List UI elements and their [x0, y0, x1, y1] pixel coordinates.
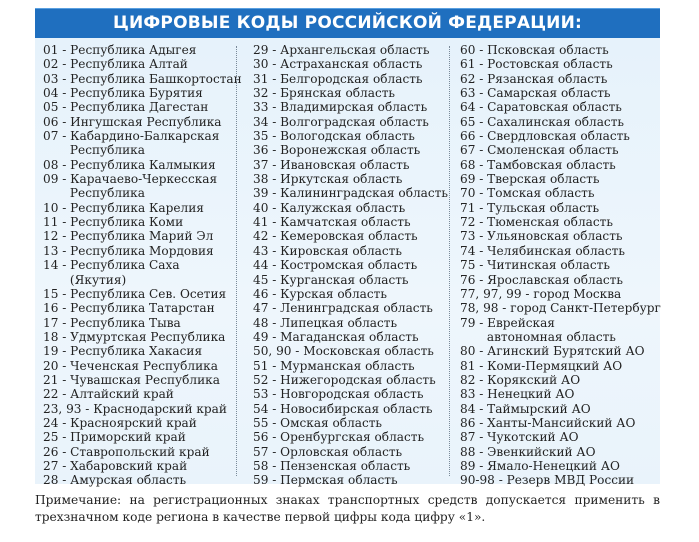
codes-column-2 — [253, 43, 453, 488]
region-code-item: 70 - Томская область — [460, 186, 595, 201]
region-code-item: 02 - Республика Алтай — [43, 57, 188, 72]
region-code-item: 26 - Ставропольский край — [43, 444, 210, 459]
region-code-item: 43 - Кировская область — [253, 243, 402, 258]
region-code-item: 16 - Республика Татарстан — [43, 301, 215, 316]
region-code-item: 48 - Липецкая область — [253, 315, 398, 330]
page-title: ЦИФРОВЫЕ КОДЫ РОССИЙСКОЙ ФЕДЕРАЦИИ: — [112, 13, 583, 33]
region-code-item: 50, 90 - Московская область — [253, 344, 434, 359]
region-code-item: 76 - Ярославская область — [460, 272, 623, 287]
region-code-item: 46 - Курская область — [253, 286, 387, 301]
region-code-item: 08 - Республика Калмыкия — [43, 157, 216, 172]
region-code-item: 01 - Республика Адыгея — [43, 43, 197, 57]
region-code-item: 37 - Ивановская область — [253, 157, 410, 172]
region-code-item: автономная область — [460, 329, 616, 344]
region-code-item: 78, 98 - город Санкт-Петербург — [460, 301, 661, 316]
region-code-item: 56 - Оренбургская область — [253, 430, 425, 445]
region-code-item: 75 - Читинская область — [460, 258, 610, 273]
region-code-item: 89 - Ямало-Ненецкий АО — [460, 458, 620, 473]
region-code-item: 63 - Самарская область — [460, 86, 611, 101]
region-code-item: 14 - Республика Саха — [43, 258, 180, 273]
region-code-item: 77, 97, 99 - город Москва — [460, 286, 622, 301]
region-code-item: 79 - Еврейская — [460, 315, 555, 330]
region-code-item: 27 - Хабаровский край — [43, 458, 188, 473]
column-divider — [449, 46, 450, 476]
region-code-item: 23, 93 - Краснодарский край — [43, 401, 227, 416]
region-code-item: 39 - Калининградская область — [253, 186, 448, 201]
region-code-item: 51 - Мурманская область — [253, 358, 415, 373]
column-divider — [236, 46, 237, 476]
region-code-item: 18 - Удмуртская Республика — [43, 329, 226, 344]
region-code-item: 84 - Таймырский АО — [460, 401, 591, 416]
region-code-item: 65 - Сахалинская область — [460, 114, 624, 129]
region-code-item: 67 - Смоленская область — [460, 143, 619, 158]
region-code-item: 15 - Республика Сев. Осетия — [43, 286, 227, 301]
region-code-item: 33 - Владимирская область — [253, 100, 428, 115]
region-code-item: 87 - Чукотский АО — [460, 430, 579, 445]
region-code-item: 57 - Орловская область — [253, 444, 403, 459]
region-code-item: 81 - Коми-Пермяцкий АО — [460, 358, 623, 373]
region-code-item: 40 - Калужская область — [253, 200, 406, 215]
region-code-item: 34 - Волгоградская область — [253, 114, 429, 129]
region-code-item: 52 - Нижегородская область — [253, 372, 436, 387]
region-code-item: 42 - Кемеровская область — [253, 229, 418, 244]
region-code-item: 90-98 - Резерв МВД России — [460, 473, 635, 488]
region-code-item: 54 - Новосибирская область — [253, 401, 433, 416]
region-code-item: 03 - Республика Башкортостан — [43, 71, 242, 86]
region-code-item: 30 - Астраханская область — [253, 57, 423, 72]
region-code-item: 04 - Республика Бурятия — [43, 86, 203, 101]
region-code-item: 41 - Камчатская область — [253, 215, 411, 230]
region-code-item: 09 - Карачаево-Черкесская — [43, 172, 218, 187]
region-code-item: 62 - Рязанская область — [460, 71, 608, 86]
region-code-item: 21 - Чувашская Республика — [43, 372, 220, 387]
region-code-item: (Якутия) — [43, 272, 127, 287]
region-code-item: 17 - Республика Тыва — [43, 315, 181, 330]
region-code-item: 69 - Тверская область — [460, 172, 600, 187]
region-code-item: 74 - Челябинская область — [460, 243, 625, 258]
region-code-item: 35 - Вологодская область — [253, 129, 415, 144]
region-code-item: 32 - Брянская область — [253, 86, 396, 101]
region-code-item: 47 - Ленинградская область — [253, 301, 433, 316]
region-code-item: 73 - Ульяновская область — [460, 229, 623, 244]
region-code-item: 72 - Тюменская область — [460, 215, 613, 230]
region-code-item: 06 - Ингушская Республика — [43, 114, 222, 129]
region-code-item: 71 - Тульская область — [460, 200, 600, 215]
region-code-item: 36 - Воронежская область — [253, 143, 421, 158]
region-code-item: 64 - Саратовская область — [460, 100, 622, 115]
region-code-item: 66 - Свердловская область — [460, 129, 630, 144]
region-code-item: 59 - Пермская область — [253, 473, 398, 488]
region-code-item: 13 - Республика Мордовия — [43, 243, 214, 258]
title-banner — [35, 8, 660, 39]
region-code-item: 45 - Курганская область — [253, 272, 409, 287]
region-code-item: 83 - Ненецкий АО — [460, 387, 575, 402]
region-code-item: 29 - Архангельская область — [253, 43, 430, 57]
region-code-item: 22 - Алтайский край — [43, 387, 174, 402]
codes-column-1 — [43, 43, 248, 488]
region-code-item: 55 - Омская область — [253, 415, 383, 430]
region-code-item: 31 - Белгородская область — [253, 71, 423, 86]
region-code-item: 25 - Приморский край — [43, 430, 186, 445]
footnote: Примечание: на регистрационных знаках транспортных средств допускается применить в трехзначном коде региона в качестве первой цифры кода цифру «1». — [35, 493, 660, 524]
region-code-item: 49 - Магаданская область — [253, 329, 419, 344]
region-code-item: 58 - Пензенская область — [253, 458, 411, 473]
region-code-item: 44 - Костромская область — [253, 258, 418, 273]
region-code-item: 38 - Иркутская область — [253, 172, 403, 187]
region-code-item: 53 - Новгородская область — [253, 387, 424, 402]
region-code-item: 07 - Кабардино-Балкарская — [43, 129, 220, 144]
region-code-item: 60 - Псковская область — [460, 43, 609, 57]
region-code-item: 19 - Республика Хакасия — [43, 344, 203, 359]
region-code-item: 11 - Республика Коми — [43, 215, 184, 230]
region-code-item: 80 - Агинский Бурятский АО — [460, 344, 645, 359]
region-code-item: 82 - Корякский АО — [460, 372, 581, 387]
region-code-item: 86 - Ханты-Мансийский АО — [460, 415, 636, 430]
region-code-item: 68 - Тамбовская область — [460, 157, 616, 172]
codes-column-3 — [460, 43, 660, 488]
region-code-item: 20 - Чеченская Республика — [43, 358, 218, 373]
codes-panel — [35, 38, 661, 488]
region-code-item: 88 - Эвенкийский АО — [460, 444, 596, 459]
region-code-item: Республика — [43, 186, 145, 201]
region-code-item: 24 - Красноярский край — [43, 415, 197, 430]
region-code-item: 61 - Ростовская область — [460, 57, 613, 72]
region-code-item: 05 - Республика Дагестан — [43, 100, 209, 115]
region-code-item: 28 - Амурская область — [43, 473, 187, 488]
region-code-item: 12 - Республика Марий Эл — [43, 229, 214, 244]
region-code-item: 10 - Республика Карелия — [43, 200, 204, 215]
region-code-item: Республика — [43, 143, 145, 158]
